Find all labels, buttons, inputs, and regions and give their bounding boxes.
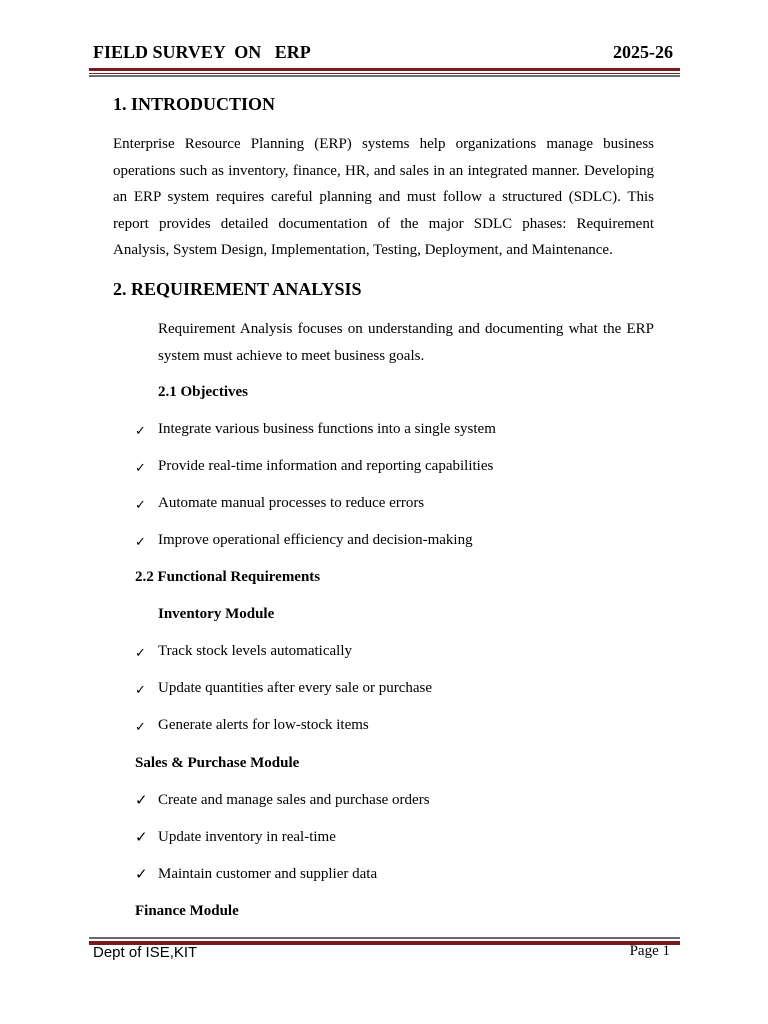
objective-item: Improve operational efficiency and decision-making (158, 532, 473, 548)
sales-item: Update inventory in real-time (158, 829, 336, 845)
sales-item: Create and manage sales and purchase orders (158, 792, 430, 808)
footer-department: Dept of ISE,KIT (93, 944, 198, 961)
check-icon: ✓ (135, 867, 148, 883)
check-icon: ✓ (135, 719, 146, 734)
sales-heading: Sales & Purchase Module (135, 755, 300, 771)
check-icon: ✓ (135, 793, 148, 809)
requirement-heading: 2. REQUIREMENT ANALYSIS (113, 279, 362, 299)
requirement-paragraph: Requirement Analysis focuses on understanding and documenting what the ERP system must achieve to meet business goals. (158, 321, 654, 364)
objective-item: Integrate various business functions into a single system (158, 421, 496, 437)
check-icon: ✓ (135, 534, 146, 549)
header-year: 2025-26 (613, 42, 673, 62)
check-icon: ✓ (135, 423, 146, 438)
check-icon: ✓ (135, 830, 148, 846)
inventory-item: Generate alerts for low-stock items (158, 717, 369, 733)
check-icon: ✓ (135, 460, 146, 475)
sales-item: Maintain customer and supplier data (158, 866, 378, 882)
check-icon: ✓ (135, 682, 146, 697)
objectives-heading: 2.1 Objectives (158, 384, 248, 400)
inventory-heading: Inventory Module (158, 606, 275, 622)
inventory-item: Track stock levels automatically (158, 643, 352, 659)
functional-heading: 2.2 Functional Requirements (135, 569, 321, 585)
header-title: FIELD SURVEY ON ERP (93, 42, 311, 62)
finance-heading: Finance Module (135, 903, 239, 919)
inventory-item: Update quantities after every sale or purchase (158, 680, 433, 696)
page-number: Page 1 (629, 943, 670, 959)
intro-heading: 1. INTRODUCTION (113, 94, 276, 114)
header-rule (89, 68, 680, 77)
objective-item: Provide real-time information and reporting capabilities (158, 458, 494, 474)
objective-item: Automate manual processes to reduce errors (158, 495, 425, 511)
intro-paragraph: Enterprise Resource Planning (ERP) systems help organizations manage business operations such as inventory, finance, HR, and sales in an integrated manner. Developing an ERP system requires careful planning and must follow a structured (SDLC). This report provides detailed documentation of the major SDLC phases: Requirement Analysis, System Design, Implementation, Testing, Deployment, and Maintenance. (113, 136, 654, 258)
check-icon: ✓ (135, 645, 146, 660)
check-icon: ✓ (135, 497, 146, 512)
